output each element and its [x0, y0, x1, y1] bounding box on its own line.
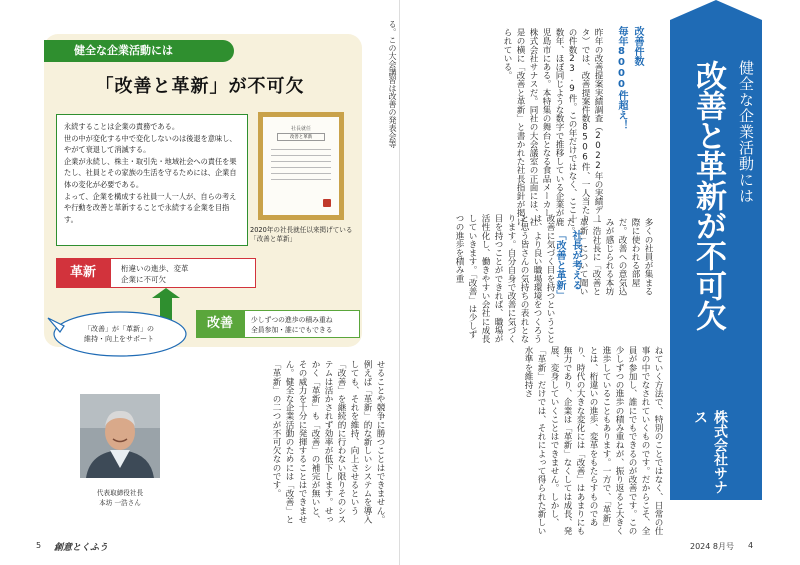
- card-paragraph: 企業が永続し、株主・取引先・地域社会への責任を果たし、社員とその家族の生活を守るためには、企業自体の変化が必要である。: [64, 156, 237, 189]
- kaizen-desc-line: 少しずつの進歩の積み重ね: [251, 316, 333, 324]
- certificate-text-line: [271, 167, 331, 168]
- footer-left: [36, 540, 236, 556]
- banner-subtitle: 健全な企業活動には: [737, 60, 755, 204]
- kaizen-row: [196, 310, 360, 338]
- certificate-frame: [258, 112, 344, 220]
- feature-tab: 健全な企業活動には: [44, 40, 234, 62]
- kakushin-label: 革新: [56, 258, 110, 288]
- body-text-left: せることや競争に勝つことはできません。例えば「革新」的な新しいシステムを導入しても、それを維持、向上させるという「改善」を継続的に行わない限りそのシステムは活かされず効率が低下します。せっかく「革新」も「改善」の補完が無いと、その威力を十分に発揮することはできません。健全な企業活動のためには「改善」と「革新」の二つが不可欠なのです。: [271, 360, 385, 524]
- magazine-title: 創意とくふう: [54, 543, 109, 553]
- kaizen-desc-line: 全員参加・誰にでもできる: [251, 326, 333, 334]
- article-intro: 多くの社員が集まる際に使われる部屋だ。改善への意気込みが感じられる本坊一浩社長に「改善と革新」について聞いた。: [565, 218, 653, 296]
- kakushin-desc-line: 桁違いの進歩、変革: [121, 264, 189, 273]
- photo-caption: [80, 488, 160, 508]
- kaizen-label: 改善: [196, 310, 244, 338]
- banner-company: 株式会社サナス: [692, 410, 728, 494]
- card-paragraph: 永続することは企業の責務である。: [64, 122, 180, 131]
- feature-title: 「改善と革新」が不可欠: [95, 76, 305, 97]
- body-text-left-top: る。この大会講習は改善の発表会等: [388, 20, 397, 148]
- page-number: 4: [748, 541, 754, 550]
- certificate-paper: [263, 117, 339, 215]
- subhead-president: 社長が考える: [570, 230, 581, 290]
- certificate-text-line: [271, 161, 331, 162]
- kakushin-row: [56, 258, 256, 288]
- footer-right: [690, 540, 790, 556]
- banner-title: 改善と革新が不可欠: [690, 60, 726, 330]
- photo-caption-line: 代表取締役社長: [96, 489, 144, 497]
- article-text-b: 改善に気づく目を持つということは、より良い職場環境をつくろうと思う皆さんの気持ちの表れとなります。自分自身で改善に気づく目を持つことができれば、職場が活性化し、働きやすい会社に成長していきます。「改善」は少しずつの進歩を積み重: [454, 214, 555, 343]
- subhead-count-value: 毎年8000件超え！: [616, 26, 627, 130]
- subhead-president-topic: 「改善と革新」: [554, 230, 565, 300]
- article-text-main: 昨年の改善提案実績調査（2022年の実績データ）では、改善提案件数8506件、一人当たりの件数23.9件。この年だけではなく、ここ十数年、ほぼ同じような数字で推移している企業が鹿児島市にある。本特集の舞台となる食品メーカー、株式会社サナスだ。同社の大会議室の正面には、社是の横に「改善と革新」と書かれた社長指針が掲げられている。: [502, 28, 603, 226]
- certificate-title: 改善と革新: [277, 133, 325, 141]
- article-text-c: ねていく方法で、特別のことではなく、日常の仕事の中でなされていくものです。だからこそ、全員が参加し、誰にでもできるのが改善です。この少しずつの進歩の積み重ねが、振り返ると大きく進歩していることもあります。一方で、「革新」とは、桁違いの進歩、変革をもたらすものであり、時代の大きな変化には「改善」はあまりにも無力であり、企業は「革新」なくしては成長、発展、変身していくことはできません。しかし、「革新」だけでは、それによって得られた新しい水準を維持さ: [523, 346, 663, 536]
- card-paragraph: 世の中が変化する中で変化しないのは後退を意味し、やがて衰退して消滅する。: [64, 133, 237, 155]
- certificate-text-line: [271, 149, 331, 150]
- certificate-text-line: [271, 173, 331, 174]
- support-line: 維持・向上をサポート: [84, 335, 154, 343]
- certificate-text-line: [271, 179, 331, 180]
- kakushin-desc-line: 企業に不可欠: [121, 275, 166, 284]
- subhead-count: 改善件数: [632, 26, 643, 66]
- certificate-head: 社長就任: [290, 126, 311, 132]
- page-number: 5: [36, 541, 42, 550]
- certificate-seal: [323, 199, 331, 207]
- kakushin-description: [110, 258, 256, 288]
- issue-label: 2024 8月号: [690, 542, 734, 551]
- president-photo: [80, 394, 160, 478]
- kaizen-description: [244, 310, 360, 338]
- photo-caption-line: 本坊 一浩さん: [99, 499, 141, 507]
- portrait-icon: [80, 394, 160, 478]
- support-line: 「改善」が「革新」の: [84, 325, 154, 333]
- philosophy-card: [56, 114, 248, 246]
- certificate-text-line: [271, 155, 331, 156]
- certificate-caption: 2020年の社長就任以来掲げている「改善と革新」: [250, 226, 353, 243]
- card-paragraph: よって、企業を構成する社員一人一人が、自らの考えや行動を改善と革新することで永続する企業を目指す。: [64, 191, 237, 224]
- support-bubble: [60, 318, 178, 352]
